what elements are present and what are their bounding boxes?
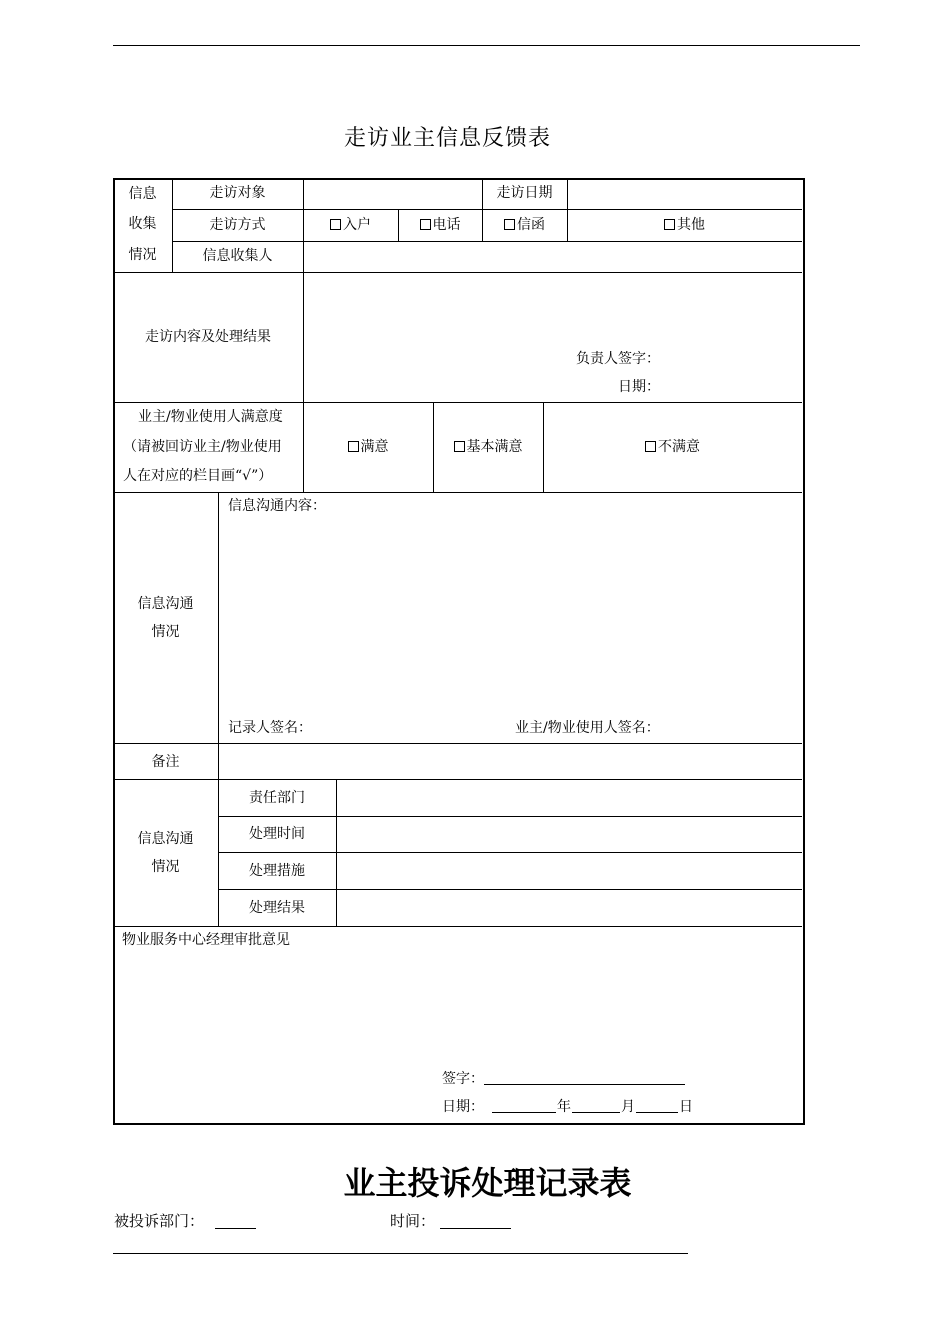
comm-group2-label-2: 情况 <box>151 859 180 875</box>
comm-content-field[interactable] <box>219 516 801 712</box>
content-date-label: 日期： <box>618 379 660 395</box>
time-label: 时间： <box>390 1212 436 1230</box>
info-group-label-3: 情况 <box>128 247 157 263</box>
sign-label: 签字： <box>442 1071 484 1087</box>
checkbox-icon <box>645 441 656 452</box>
satisfaction-option-unsatisfied[interactable]: 不满意 <box>543 439 802 455</box>
dept-label: 被投诉部门： <box>114 1212 205 1230</box>
handling-row-time: 处理时间 <box>249 826 305 842</box>
method-option-letter[interactable]: 信函 <box>482 217 567 233</box>
checkbox-icon <box>664 219 675 230</box>
content-label: 走访内容及处理结果 <box>145 329 271 345</box>
sign-line[interactable] <box>484 1084 685 1085</box>
year-line[interactable] <box>492 1112 556 1113</box>
handling-result-field[interactable] <box>337 890 800 926</box>
month-label: 月 <box>621 1099 635 1115</box>
checkbox-icon <box>330 219 341 230</box>
owner-sign-label: 业主/物业使用人签名： <box>515 720 660 736</box>
handling-dept-field[interactable] <box>337 780 800 816</box>
content-field[interactable] <box>304 273 800 349</box>
dept-line[interactable] <box>215 1228 256 1229</box>
comm-group-label-1: 信息沟通 <box>137 596 194 612</box>
remarks-field[interactable] <box>219 744 801 779</box>
comm-group2-label-1: 信息沟通 <box>137 831 194 847</box>
visit-target-field[interactable] <box>304 179 482 209</box>
collector-label: 信息收集人 <box>202 248 273 264</box>
satisfaction-option-satisfied[interactable]: 满意 <box>303 439 433 455</box>
remarks-label: 备注 <box>151 754 180 770</box>
checkbox-icon <box>504 219 515 230</box>
handling-row-dept: 责任部门 <box>249 790 305 806</box>
recorder-sign-label: 记录人签名： <box>228 720 312 736</box>
manager-opinion-field[interactable] <box>114 950 800 1060</box>
form2-title: 业主投诉处理记录表 <box>343 1164 632 1202</box>
satisfaction-label-3: 人在对应的栏目画“√”） <box>123 468 273 484</box>
year-label: 年 <box>557 1099 571 1115</box>
satisfaction-option-basic[interactable]: 基本满意 <box>433 439 543 455</box>
form2-rule <box>113 1253 688 1254</box>
date2-label: 日期： <box>442 1099 484 1115</box>
handling-measures-field[interactable] <box>337 853 800 889</box>
visit-date-field[interactable] <box>568 179 800 209</box>
checkbox-icon <box>454 441 465 452</box>
collector-field[interactable] <box>304 242 800 272</box>
comm-content-label: 信息沟通内容： <box>228 498 326 514</box>
info-group-label-1: 信息 <box>128 186 157 202</box>
comm-group-label-2: 情况 <box>151 624 180 640</box>
day-label: 日 <box>679 1099 693 1115</box>
visit-date-label: 走访日期 <box>496 185 553 201</box>
satisfaction-label-2: （请被回访业主/物业使用 <box>123 439 282 455</box>
day-line[interactable] <box>636 1112 678 1113</box>
handling-row-result: 处理结果 <box>249 900 305 916</box>
method-option-phone[interactable]: 电话 <box>398 217 482 233</box>
info-group-label-2: 收集 <box>128 216 157 232</box>
visit-target-label: 走访对象 <box>209 185 266 201</box>
header-rule <box>113 45 860 46</box>
responsible-sign-label: 负责人签字： <box>576 351 660 367</box>
handling-time-field[interactable] <box>337 817 800 852</box>
satisfaction-label-1: 业主/物业使用人满意度 <box>138 409 283 425</box>
method-option-other[interactable]: 其他 <box>567 217 802 233</box>
time-line[interactable] <box>440 1228 511 1229</box>
visit-method-label: 走访方式 <box>209 217 266 233</box>
manager-opinion-label: 物业服务中心经理审批意见 <box>122 932 290 948</box>
handling-row-measures: 处理措施 <box>249 863 305 879</box>
checkbox-icon <box>348 441 359 452</box>
checkbox-icon <box>420 219 431 230</box>
month-line[interactable] <box>572 1112 620 1113</box>
form1-title: 走访业主信息反馈表 <box>343 126 551 151</box>
method-option-home[interactable]: 入户 <box>303 217 398 233</box>
